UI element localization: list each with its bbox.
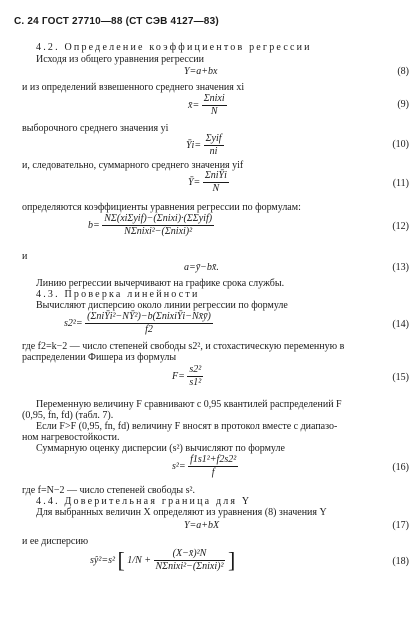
equation-10 — [186, 133, 224, 158]
fraction-denominator: NΣnixi²−(Σnixi)² — [124, 226, 193, 237]
equation-17: Y=a+bX — [184, 520, 220, 531]
equation-number: (13) — [392, 262, 409, 273]
fraction-denominator: N — [212, 183, 220, 194]
equation-number: (15) — [392, 372, 409, 383]
fraction-denominator: NΣnixi²−(Σnixi)² — [155, 561, 224, 572]
paragraph: Суммарную оценку дисперсии (s²) вычисляют по формуле — [36, 443, 285, 454]
eq18-left: sŷ²=s² — [90, 554, 115, 566]
paragraph: где f=N−2 — число степеней свободы s². — [22, 485, 196, 496]
equation-number: (9) — [397, 99, 409, 110]
equation-12 — [88, 213, 214, 238]
equation-13: a=ȳ−bx̄. — [184, 262, 219, 273]
equation-number: (12) — [392, 221, 409, 232]
eq15-left: F= — [172, 370, 185, 382]
fraction — [85, 311, 213, 336]
equation-8: Y=a+bx — [184, 66, 218, 77]
fraction-denominator: s1² — [189, 377, 202, 388]
fraction — [154, 548, 226, 573]
fraction-numerator: s2² — [189, 364, 202, 375]
paragraph: Линию регрессии вычерчивают на графике срока службы. — [36, 278, 285, 289]
paragraph: выборочного среднего значения yi — [22, 123, 169, 134]
section-heading-4-2: 4.2. Определение коэффициентов регрессии — [36, 42, 312, 53]
section-heading-4-4: 4.4. Доверительная граница для Y — [36, 496, 252, 507]
equation-number: (14) — [392, 319, 409, 330]
paragraph: Если F>F (0,95, fn, fd) величину F вносят в протокол вместе с диапазо- — [36, 421, 338, 432]
fraction — [202, 93, 227, 118]
page-header: С. 24 ГОСТ 27710—88 (СТ СЭВ 4127—83) — [14, 16, 219, 27]
paragraph: Исходя из общего уравнения регрессии — [36, 54, 204, 65]
fraction — [203, 170, 229, 195]
equation-18: sŷ²=s² [ 1/N + $\frac{\text{(X−x̄)²N}}{\text{NΣnixi²−(Σnixi)²}}$ ] — [90, 547, 236, 573]
fraction — [102, 213, 214, 238]
eq12-left: b= — [88, 219, 100, 231]
paragraph: ном нагревостойкости. — [22, 432, 120, 443]
paragraph: и ее дисперсию — [22, 536, 89, 547]
fraction-denominator: f2 — [145, 324, 153, 335]
equation-number: (8) — [397, 66, 409, 77]
eq11-left: Ȳ= — [188, 176, 201, 188]
paragraph: и из определений взвешенного среднего значения xi — [22, 82, 245, 93]
paragraph: и, следовательно, суммарного среднего значения yif — [22, 160, 244, 171]
fraction-denominator: ni — [209, 146, 218, 157]
section-heading-4-3: 4.3. Проверка линейности — [36, 289, 200, 300]
paragraph: Для выбранных величин X определяют из уравнения (8) значения Y — [36, 507, 327, 518]
eq9-left: x̄= — [188, 99, 200, 111]
fraction — [188, 454, 238, 479]
paragraph: где f2=k−2 — число степеней свободы s2², и стохастическую переменную в — [22, 341, 345, 352]
equation-14 — [64, 311, 213, 336]
fraction-denominator: N — [210, 106, 218, 117]
fraction-numerator: f1s1²+f2s2² — [190, 454, 237, 465]
equation-15 — [172, 364, 203, 389]
equation-9 — [188, 93, 227, 118]
eq14-left: s2²= — [64, 317, 83, 329]
paragraph: распределении Фишера из формулы — [22, 352, 177, 363]
fraction-numerator: (ΣniȲi²−NȲ²)−b(ΣnixiȲi−Nx̄ȳ) — [87, 311, 211, 322]
paragraph: Переменную величину F сравнивают с 0,95 квантилей распределений F — [36, 399, 342, 410]
open-bracket: [ — [117, 547, 125, 573]
fraction — [204, 133, 224, 158]
fraction — [187, 364, 203, 389]
paragraph: (0,95, fn, fd) (табл. 7). — [22, 410, 114, 421]
paragraph: определяются коэффициенты уравнения регрессии по формулам: — [22, 202, 301, 213]
fraction-numerator: Σyif — [205, 133, 222, 144]
eq16-left: s²= — [172, 460, 186, 472]
fraction-numerator: ΣniȲi — [204, 170, 227, 181]
fraction-numerator: NΣ(xiΣyif)−(Σnixi)·(ΣΣyif) — [104, 213, 213, 224]
paragraph: и — [22, 251, 28, 262]
fraction-denominator: f — [211, 467, 215, 478]
equation-16 — [172, 454, 238, 479]
fraction-numerator: (X−x̄)²N — [154, 548, 226, 561]
equation-number: (11) — [392, 178, 409, 189]
close-bracket: ] — [227, 547, 236, 573]
equation-number: (16) — [392, 462, 409, 473]
paragraph: Вычисляют дисперсию около линии регрессии по формуле — [36, 300, 288, 311]
equation-number: (17) — [392, 520, 409, 531]
eq10-left: Ȳi= — [186, 139, 202, 151]
eq18-term1: 1/N — [127, 554, 142, 566]
equation-number: (18) — [392, 556, 409, 567]
equation-11 — [188, 170, 229, 195]
equation-number: (10) — [392, 139, 409, 150]
fraction-numerator: Σnixi — [203, 93, 225, 104]
